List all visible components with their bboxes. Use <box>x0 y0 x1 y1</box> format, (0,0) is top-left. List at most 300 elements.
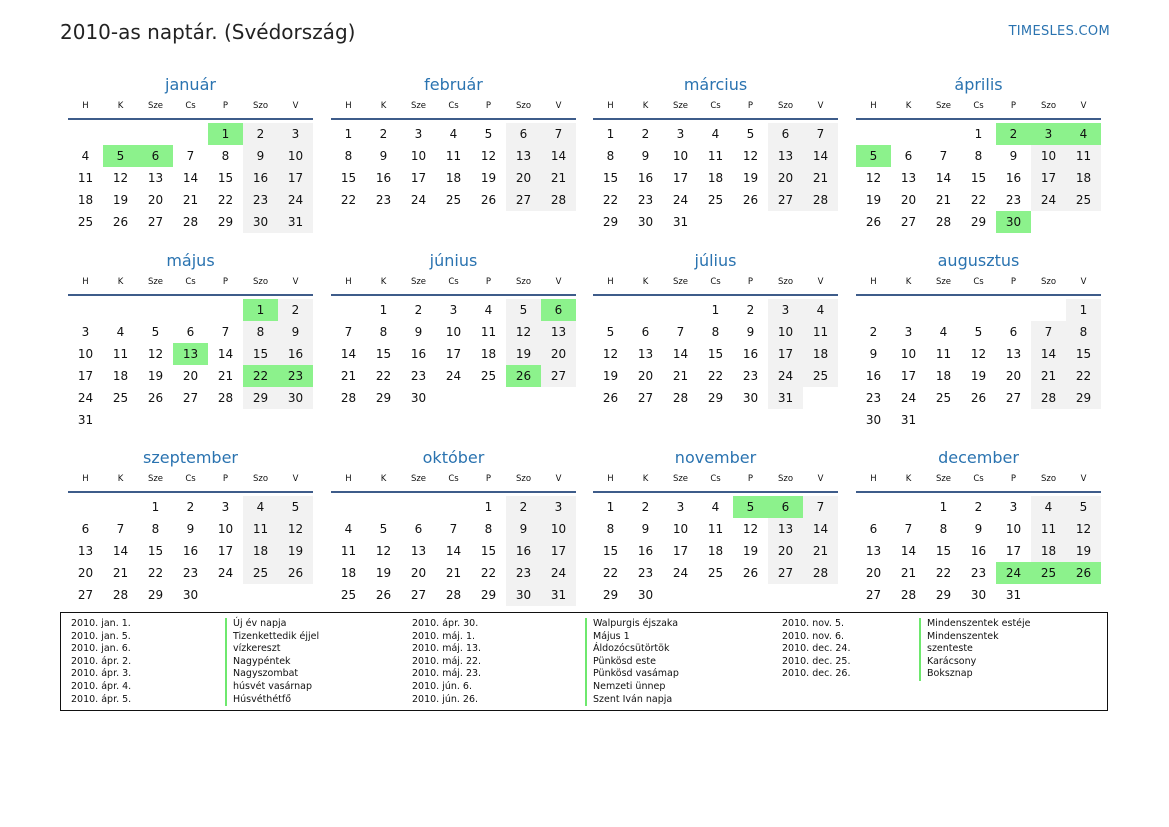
day-cell: 8 <box>484 522 493 536</box>
day-cell: 3 <box>278 123 313 145</box>
day-cell: 18 <box>77 193 94 207</box>
day-cell: 7 <box>803 496 838 518</box>
month-1 <box>68 74 313 233</box>
weekday-label: V <box>817 101 824 111</box>
holiday-date: 2010. ápr. 30. <box>412 618 479 629</box>
month-name: augusztus <box>937 251 1020 270</box>
holiday-day-cell: 1 <box>243 299 278 321</box>
day-cell: 9 <box>379 149 388 163</box>
day-cell: 5 <box>379 522 388 536</box>
weekday-label: V <box>555 101 562 111</box>
day-cell: 17 <box>445 347 462 361</box>
day-cell: 22 <box>1066 365 1101 387</box>
day-cell: 28 <box>182 215 199 229</box>
day-cell: 2 <box>414 303 423 317</box>
day-cell: 21 <box>182 193 199 207</box>
day-cell: 3 <box>81 325 90 339</box>
month-name: január <box>165 75 216 94</box>
day-cell: 1 <box>939 500 948 514</box>
holiday-name: Pünkösd vasámap <box>585 668 679 681</box>
empty-cell <box>68 299 103 321</box>
month-9 <box>68 447 313 606</box>
day-cell: 23 <box>506 562 541 584</box>
day-cell: 15 <box>970 171 987 185</box>
day-cell: 29 <box>375 391 392 405</box>
day-cell: 20 <box>637 369 654 383</box>
empty-cell <box>68 123 103 145</box>
day-cell: 30 <box>182 588 199 602</box>
day-cell: 15 <box>602 544 619 558</box>
day-cell: 24 <box>445 369 462 383</box>
day-cell: 7 <box>449 522 458 536</box>
day-cell: 3 <box>676 500 685 514</box>
weekday-label: Cs <box>710 277 721 287</box>
day-cell: 27 <box>900 215 917 229</box>
day-cell: 23 <box>1005 193 1022 207</box>
holiday-name: Új év napja <box>225 618 286 631</box>
day-cell: 14 <box>340 347 357 361</box>
day-cell: 20 <box>865 566 882 580</box>
day-cell: 29 <box>147 588 164 602</box>
weekday-label: P <box>1010 101 1017 111</box>
holiday-day-cell: 30 <box>996 211 1031 233</box>
holiday-date: 2010. jún. 6. <box>412 681 473 692</box>
header-rule <box>856 294 1101 296</box>
day-cell: 25 <box>803 365 838 387</box>
empty-cell <box>68 496 103 518</box>
day-cell: 18 <box>707 171 724 185</box>
day-cell: 8 <box>711 325 720 339</box>
day-cell: 28 <box>900 588 917 602</box>
day-cell: 4 <box>711 500 720 514</box>
day-cell: 22 <box>480 566 497 580</box>
day-cell: 2 <box>186 500 195 514</box>
day-cell: 4 <box>449 127 458 141</box>
day-cell: 19 <box>742 544 759 558</box>
weekday-label: Szo <box>515 101 532 111</box>
day-cell: 23 <box>742 369 759 383</box>
day-cell: 16 <box>742 347 759 361</box>
day-cell: 28 <box>1031 387 1066 409</box>
empty-cell <box>856 299 891 321</box>
weekday-label: P <box>222 277 229 287</box>
day-cell: 30 <box>865 413 882 427</box>
holiday-name: Május 1 <box>585 631 630 644</box>
day-cell: 25 <box>445 193 462 207</box>
day-grid <box>68 123 313 233</box>
header-rule <box>68 118 313 120</box>
weekday-label: K <box>905 277 912 287</box>
day-cell: 22 <box>602 566 619 580</box>
header-rule <box>593 294 838 296</box>
day-cell: 13 <box>147 171 164 185</box>
month-2 <box>331 74 576 211</box>
day-grid <box>68 496 313 606</box>
day-cell: 11 <box>480 325 497 339</box>
weekday-label: V <box>292 277 299 287</box>
day-cell: 1 <box>151 500 160 514</box>
day-cell: 7 <box>116 522 125 536</box>
weekday-label: Sze <box>147 474 164 484</box>
weekday-label: P <box>222 101 229 111</box>
day-cell: 19 <box>742 171 759 185</box>
weekday-header <box>856 471 1101 491</box>
weekday-label: V <box>292 474 299 484</box>
weekday-label: Sze <box>672 101 689 111</box>
holiday-name: Nagypéntek <box>225 656 291 669</box>
empty-cell <box>173 299 208 321</box>
day-cell: 4 <box>939 325 948 339</box>
day-cell: 31 <box>541 584 576 606</box>
weekday-label: H <box>607 277 614 287</box>
weekday-label: Szo <box>252 101 269 111</box>
weekday-label: P <box>747 277 754 287</box>
day-cell: 22 <box>217 193 234 207</box>
day-cell: 18 <box>1031 540 1066 562</box>
day-cell: 12 <box>147 347 164 361</box>
day-cell: 9 <box>186 522 195 536</box>
weekday-label: K <box>905 101 912 111</box>
header-rule <box>331 294 576 296</box>
day-cell: 17 <box>672 544 689 558</box>
day-cell: 20 <box>541 343 576 365</box>
day-cell: 1 <box>711 303 720 317</box>
holiday-name: Nagyszombat <box>225 668 298 681</box>
day-cell: 25 <box>112 391 129 405</box>
day-cell: 16 <box>637 171 654 185</box>
day-cell: 24 <box>672 566 689 580</box>
month-11 <box>593 447 838 606</box>
day-cell: 21 <box>935 193 952 207</box>
weekday-header <box>68 98 313 118</box>
day-cell: 15 <box>217 171 234 185</box>
month-name: június <box>429 251 478 270</box>
weekday-label: Cs <box>448 277 459 287</box>
day-cell: 18 <box>935 369 952 383</box>
holiday-day-cell: 5 <box>733 496 768 518</box>
day-cell: 31 <box>278 211 313 233</box>
day-cell: 27 <box>147 215 164 229</box>
day-cell: 21 <box>803 540 838 562</box>
empty-cell <box>436 496 471 518</box>
day-cell: 1 <box>1066 299 1101 321</box>
holiday-day-cell: 24 <box>996 562 1031 584</box>
empty-cell <box>593 299 628 321</box>
day-cell: 20 <box>182 369 199 383</box>
day-cell: 6 <box>641 325 650 339</box>
day-cell: 1 <box>379 303 388 317</box>
day-cell: 11 <box>340 544 357 558</box>
day-cell: 4 <box>803 299 838 321</box>
weekday-label: Szo <box>515 277 532 287</box>
day-cell: 6 <box>414 522 423 536</box>
weekday-label: Cs <box>185 474 196 484</box>
holiday-day-cell: 23 <box>278 365 313 387</box>
month-4 <box>856 74 1101 233</box>
holiday-legend <box>60 612 1108 711</box>
day-cell: 26 <box>147 391 164 405</box>
holiday-day-cell: 26 <box>506 365 541 387</box>
holiday-date: 2010. dec. 25. <box>782 655 851 667</box>
day-cell: 10 <box>768 321 803 343</box>
holiday-name: Karácsony <box>919 656 976 669</box>
day-cell: 31 <box>77 413 94 427</box>
weekday-label: H <box>870 101 877 111</box>
weekday-label: Sze <box>410 277 427 287</box>
day-cell: 6 <box>768 123 803 145</box>
day-cell: 4 <box>243 496 278 518</box>
day-cell: 3 <box>414 127 423 141</box>
weekday-label: P <box>1010 474 1017 484</box>
day-cell: 12 <box>970 347 987 361</box>
weekday-label: H <box>82 277 89 287</box>
day-cell: 18 <box>480 347 497 361</box>
day-cell: 27 <box>506 189 541 211</box>
weekday-label: Szo <box>777 277 794 287</box>
day-cell: 17 <box>1005 544 1022 558</box>
day-cell: 3 <box>1009 500 1018 514</box>
weekday-label: K <box>380 277 387 287</box>
day-cell: 28 <box>217 391 234 405</box>
weekday-label: Sze <box>935 277 952 287</box>
day-cell: 24 <box>278 189 313 211</box>
holiday-date: 2010. jan. 1. <box>71 618 131 629</box>
day-cell: 15 <box>707 347 724 361</box>
day-cell: 7 <box>541 123 576 145</box>
weekday-header <box>856 274 1101 294</box>
weekday-label: V <box>1080 101 1087 111</box>
brand-link[interactable]: TIMESLES.COM <box>1008 24 1110 39</box>
empty-cell <box>856 123 891 145</box>
day-cell: 14 <box>445 544 462 558</box>
day-cell: 3 <box>449 303 458 317</box>
day-cell: 10 <box>1005 522 1022 536</box>
day-cell: 7 <box>1031 321 1066 343</box>
day-cell: 23 <box>637 193 654 207</box>
empty-cell <box>891 123 926 145</box>
day-cell: 15 <box>602 171 619 185</box>
day-cell: 3 <box>676 127 685 141</box>
day-cell: 26 <box>602 391 619 405</box>
day-cell: 23 <box>970 566 987 580</box>
day-cell: 29 <box>217 215 234 229</box>
day-cell: 11 <box>243 518 278 540</box>
weekday-label: Szo <box>777 101 794 111</box>
day-cell: 11 <box>1066 145 1101 167</box>
day-grid <box>331 123 576 211</box>
day-cell: 5 <box>151 325 160 339</box>
day-grid <box>593 496 838 606</box>
day-cell: 26 <box>742 193 759 207</box>
header-rule <box>856 491 1101 493</box>
day-cell: 11 <box>112 347 129 361</box>
day-cell: 20 <box>1005 369 1022 383</box>
day-cell: 22 <box>935 566 952 580</box>
day-cell: 13 <box>768 518 803 540</box>
day-cell: 14 <box>803 145 838 167</box>
weekday-label: Sze <box>672 474 689 484</box>
day-cell: 10 <box>278 145 313 167</box>
day-cell: 8 <box>243 321 278 343</box>
holiday-name: szenteste <box>919 643 973 656</box>
day-cell: 9 <box>243 145 278 167</box>
month-8 <box>856 250 1101 431</box>
day-cell: 15 <box>340 171 357 185</box>
day-cell: 7 <box>939 149 948 163</box>
day-cell: 25 <box>77 215 94 229</box>
day-cell: 29 <box>243 387 278 409</box>
holiday-name: húsvét vasárnap <box>225 681 312 694</box>
day-cell: 29 <box>602 588 619 602</box>
day-cell: 26 <box>375 588 392 602</box>
day-cell: 29 <box>970 215 987 229</box>
day-cell: 16 <box>182 544 199 558</box>
day-cell: 9 <box>278 321 313 343</box>
day-cell: 6 <box>186 325 195 339</box>
day-cell: 30 <box>410 391 427 405</box>
day-cell: 20 <box>77 566 94 580</box>
day-cell: 2 <box>869 325 878 339</box>
day-cell: 19 <box>865 193 882 207</box>
day-cell: 9 <box>641 149 650 163</box>
day-cell: 16 <box>637 544 654 558</box>
weekday-label: H <box>345 474 352 484</box>
day-cell: 27 <box>768 562 803 584</box>
holiday-date: 2010. ápr. 5. <box>71 693 132 705</box>
holiday-name: Húsvéthétfő <box>225 694 291 707</box>
day-cell: 15 <box>375 347 392 361</box>
day-cell: 6 <box>904 149 913 163</box>
day-cell: 8 <box>221 149 230 163</box>
weekday-label: Szo <box>252 474 269 484</box>
holiday-date: 2010. nov. 5. <box>782 618 845 629</box>
day-cell: 10 <box>445 325 462 339</box>
day-cell: 27 <box>182 391 199 405</box>
day-grid <box>856 123 1101 233</box>
holiday-name: Boksznap <box>919 668 973 681</box>
day-cell: 15 <box>147 544 164 558</box>
day-cell: 19 <box>278 540 313 562</box>
day-cell: 8 <box>974 149 983 163</box>
day-cell: 27 <box>77 588 94 602</box>
holiday-day-cell: 6 <box>541 299 576 321</box>
day-cell: 13 <box>1005 347 1022 361</box>
header-rule <box>331 118 576 120</box>
weekday-header <box>593 274 838 294</box>
day-cell: 16 <box>1005 171 1022 185</box>
day-cell: 26 <box>742 566 759 580</box>
weekday-label: Szo <box>1040 101 1057 111</box>
day-cell: 22 <box>147 566 164 580</box>
month-name: október <box>422 448 485 467</box>
day-cell: 21 <box>217 369 234 383</box>
day-cell: 3 <box>768 299 803 321</box>
day-cell: 26 <box>278 562 313 584</box>
day-cell: 17 <box>768 343 803 365</box>
day-cell: 2 <box>641 127 650 141</box>
day-cell: 6 <box>81 522 90 536</box>
weekday-label: P <box>485 101 492 111</box>
holiday-day-cell: 1 <box>208 123 243 145</box>
weekday-label: P <box>1010 277 1017 287</box>
empty-cell <box>103 299 138 321</box>
day-cell: 13 <box>768 145 803 167</box>
day-cell: 28 <box>803 189 838 211</box>
day-cell: 25 <box>243 562 278 584</box>
month-name: december <box>938 448 1019 467</box>
holiday-day-cell: 22 <box>243 365 278 387</box>
day-cell: 8 <box>606 522 615 536</box>
day-cell: 26 <box>865 215 882 229</box>
day-cell: 11 <box>707 149 724 163</box>
day-cell: 2 <box>278 299 313 321</box>
day-cell: 28 <box>803 562 838 584</box>
day-cell: 25 <box>707 193 724 207</box>
day-cell: 24 <box>672 193 689 207</box>
day-cell: 25 <box>1066 189 1101 211</box>
day-cell: 22 <box>602 193 619 207</box>
day-cell: 14 <box>182 171 199 185</box>
weekday-label: P <box>485 277 492 287</box>
day-cell: 6 <box>506 123 541 145</box>
holiday-name: Tizenkettedik éjjel <box>225 631 319 644</box>
day-cell: 31 <box>768 387 803 409</box>
day-cell: 19 <box>1066 540 1101 562</box>
holiday-name: Áldozócsütörtök <box>585 643 669 656</box>
day-cell: 27 <box>1005 391 1022 405</box>
day-cell: 27 <box>768 189 803 211</box>
day-cell: 10 <box>672 149 689 163</box>
day-cell: 10 <box>217 522 234 536</box>
weekday-header <box>68 274 313 294</box>
month-name: július <box>694 251 737 270</box>
day-cell: 5 <box>278 496 313 518</box>
day-grid <box>331 299 576 409</box>
day-cell: 17 <box>77 369 94 383</box>
holiday-day-cell: 3 <box>1031 123 1066 145</box>
day-cell: 22 <box>375 369 392 383</box>
day-cell: 8 <box>379 325 388 339</box>
header-rule <box>68 294 313 296</box>
day-cell: 28 <box>935 215 952 229</box>
day-cell: 17 <box>541 540 576 562</box>
weekday-label: H <box>607 101 614 111</box>
weekday-label: K <box>380 101 387 111</box>
day-cell: 27 <box>637 391 654 405</box>
day-cell: 29 <box>707 391 724 405</box>
day-cell: 3 <box>541 496 576 518</box>
day-cell: 21 <box>445 566 462 580</box>
day-cell: 16 <box>410 347 427 361</box>
day-cell: 7 <box>676 325 685 339</box>
day-cell: 3 <box>904 325 913 339</box>
month-name: március <box>683 75 748 94</box>
day-cell: 30 <box>742 391 759 405</box>
day-cell: 18 <box>112 369 129 383</box>
empty-cell <box>331 496 366 518</box>
day-cell: 10 <box>672 522 689 536</box>
day-cell: 4 <box>484 303 493 317</box>
day-cell: 30 <box>243 211 278 233</box>
holiday-day-cell: 6 <box>138 145 173 167</box>
day-cell: 24 <box>900 391 917 405</box>
empty-cell <box>208 299 243 321</box>
day-cell: 26 <box>970 391 987 405</box>
day-cell: 2 <box>379 127 388 141</box>
weekday-label: H <box>870 277 877 287</box>
day-cell: 14 <box>803 518 838 540</box>
weekday-label: Cs <box>448 101 459 111</box>
